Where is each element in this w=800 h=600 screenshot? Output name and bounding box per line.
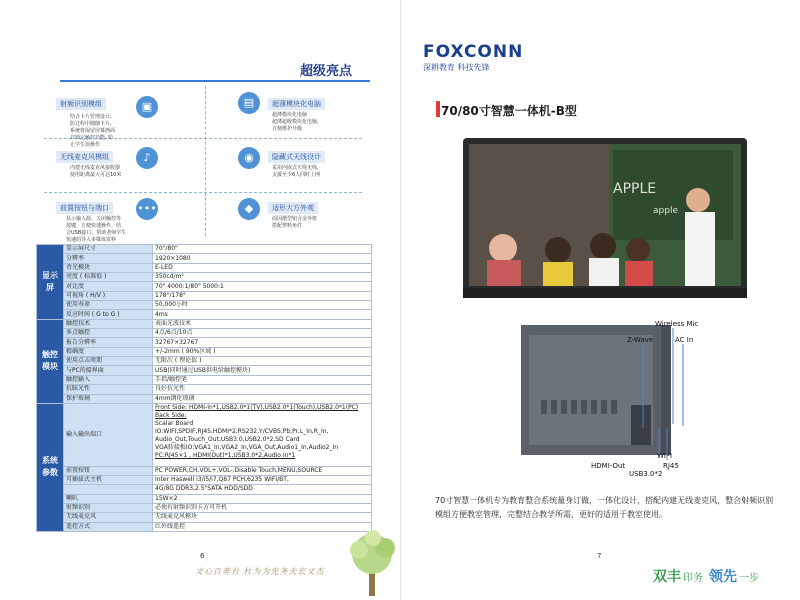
microphone-icon: ♪ [136, 147, 158, 169]
io-ports [153, 403, 372, 466]
feature-divider-vertical [205, 86, 206, 236]
category-display: 显示屏 [37, 245, 64, 320]
right-page [400, 0, 800, 600]
io-label: 输入输出端口 [64, 403, 153, 466]
feature-desc: 面因激型铝合金外框 搭配塑料角件 [272, 216, 318, 229]
spec-label: 抗眩光性 [64, 385, 153, 394]
io-line: IO:WIFI,SPDIF,RJ45,HDMI*2,RS232,Y/CVBS,Pb,Pr,L_In,R_In, [155, 427, 329, 435]
io-line: Back Side: [155, 411, 187, 419]
spec-value: 无限次 ( 理论值 ) [153, 357, 372, 366]
spec-value: 178°/178° [153, 291, 372, 300]
spec-label: 射频识别 [64, 503, 153, 512]
io-line: VGA转接板IO:VGA1_In,VGA2_In,VGA_Out,Audio1_In,Audio2_In [155, 443, 339, 451]
brand-logo: FOXCONN [423, 42, 524, 62]
spec-label: 亮度 ( 标准值 ) [64, 273, 153, 282]
spec-value: E-LED [153, 263, 372, 272]
spec-label: 使用寿命 [64, 301, 153, 310]
feature-desc: 采用内嵌式天线无线, 支援至少6人同时上网 [272, 165, 321, 178]
spec-label: 遥控方式 [64, 522, 153, 531]
svg-text:APPLE: APPLE [613, 181, 657, 197]
page-number-left: 6 [200, 552, 205, 560]
spec-value: 4ms [153, 310, 372, 319]
spec-value: USB(同时通过USB供电给触控模块) [153, 366, 372, 375]
spec-value: Inter Haswell i3/i5/i7,Q87 PCH,6235 WIFI/BT, [153, 475, 372, 484]
spec-value: 4G/8G DDR3,2.5"SATA HDD/SDD [153, 485, 372, 494]
spec-label: 反应时间 ( G to G ) [64, 310, 153, 319]
spec-value: 1920×1080 [153, 254, 372, 263]
spec-label [64, 485, 153, 494]
io-line: Front Side: HDMI-In*1,USB2.0*1(TV),USB2.0*1(Touch),USB2.0*1(PC) [155, 403, 359, 411]
spec-label: 报告分辨率 [64, 338, 153, 347]
id-card-icon: ▣ [136, 96, 158, 118]
title-underline [60, 80, 370, 82]
feature-desc: 结合卡片管理设计, 防过程中随随卡片, 系统将保留屏幕画面 并锁定触控功能, 防 止学生误操作 [70, 114, 116, 148]
spec-label: 背光模块 [64, 263, 153, 272]
callout-ac-in: AC In [675, 336, 694, 344]
feature-title: 射频识别模组 [56, 98, 106, 110]
feature-modular-pc [210, 90, 370, 144]
spec-value: 32767×32767 [153, 338, 372, 347]
spec-value: 70"/80" [153, 245, 372, 254]
svg-text:apple: apple [653, 206, 678, 216]
feature-rfid [40, 90, 200, 148]
io-line: Scalar Board [155, 419, 194, 427]
category-system: 系统参数 [37, 403, 64, 531]
spec-value: 良好抗光性 [153, 385, 372, 394]
spec-value: 手指/触控笔 [153, 375, 372, 384]
spec-value: 无线麦克风模块 [153, 513, 372, 522]
spec-label: 对比度 [64, 282, 153, 291]
spec-value: PC POWER,CH,VOL+,VOL-,Disable Touch,MENU,SOURCE [153, 466, 372, 475]
spec-label: 喇叭 [64, 494, 153, 503]
feature-appearance [210, 196, 370, 250]
feature-hidden-antenna [210, 145, 370, 199]
antenna-icon: ◉ [238, 147, 260, 169]
spec-label: 前置按钮 [64, 466, 153, 475]
title-accent-bar [436, 101, 440, 117]
highlights-title: 超级亮点 [300, 64, 353, 79]
spec-label: 显示屏尺寸 [64, 245, 153, 254]
spec-label: 触控输入 [64, 375, 153, 384]
feature-title: 无线麦克风模组 [56, 151, 113, 163]
spec-value: 350cd/m² [153, 273, 372, 282]
feature-title: 隐藏式天线设计 [268, 151, 325, 163]
dots-icon: ••• [136, 198, 158, 220]
spec-value: 表面光波技术 [153, 319, 372, 328]
callout-usb3: USB3.0*2 [629, 470, 663, 478]
spec-label: 保护玻璃 [64, 394, 153, 403]
callout-wireless-mic: Wireless Mic [655, 320, 699, 328]
brand-slogan: 深耕教育 科技先锋 [423, 63, 490, 72]
spec-table [36, 244, 372, 532]
watermark-main: 双丰 [653, 569, 681, 585]
callout-z-wave: Z-Wave [627, 336, 654, 344]
feature-desc: 内建无线麦克风接收器 使用距离最大可达10米 [70, 165, 122, 178]
product-title: 70/80寸智慧一体机-B型 [441, 104, 577, 118]
io-line: PC:RJ45×1 , HDMI(Out)*1,USB3.0*2,Audio In*1 [155, 451, 296, 459]
spec-label: 触控技术 [64, 319, 153, 328]
watermark-sub: 印务 [683, 573, 703, 584]
spec-label: 无线麦克风 [64, 513, 153, 522]
spec-label: 精确度 [64, 347, 153, 356]
laptop-icon: ▤ [238, 92, 260, 114]
spec-label: 可插拔式主机 [64, 475, 153, 484]
spec-value: 红外线遥控 [153, 522, 372, 531]
spec-label: 多点触控 [64, 329, 153, 338]
print-watermark [653, 566, 759, 586]
page-number-right: 7 [597, 552, 602, 560]
spec-label: 可视角 ( H/V ) [64, 291, 153, 300]
spec-value: 50,000小时 [153, 301, 372, 310]
spec-label: 与PC的接界面 [64, 366, 153, 375]
calligraphy-text: 文心百奔台 杜为为先务夫宏文杰 [195, 567, 325, 576]
feature-front-buttons [40, 196, 200, 250]
watermark-tail: 一步 [739, 573, 759, 584]
spec-value: 必须有射频识别卡方可开机 [153, 503, 372, 512]
callout-wifi: WIFI [657, 452, 673, 460]
spec-value: 70" 4000:1/80" 5000:1 [153, 282, 372, 291]
spec-label: 使用点击周期 [64, 357, 153, 366]
feature-title: 超薄模块化电脑 [268, 98, 325, 110]
callout-lines [637, 328, 697, 468]
spec-value: 15W×2 [153, 494, 372, 503]
feature-desc: 显示输入源、关闭触控等 按键、方便快速操作、结 合USB接口、帮助老师学生 快速的导入多媒体资料 [66, 216, 127, 243]
feature-title: 适形大方外观 [268, 202, 318, 214]
spec-value: 4点/6点/10点 [153, 329, 372, 338]
category-touch: 触控模块 [37, 319, 64, 403]
spec-label: 分辨率 [64, 254, 153, 263]
spec-value: 4mm钢化玻璃 [153, 394, 372, 403]
callout-rj45: RJ45 [663, 462, 679, 470]
product-description: 70寸智慧一体机专为教育整合系统量身订做，一体化设计，搭配内建无线麦克风，整合射频识别模组方便教室管理，完整结合教学所需，更好的适用于教室使用。 [435, 496, 774, 519]
feature-title: 前置按钮与端口 [56, 202, 113, 214]
feature-wireless-mic [40, 145, 200, 199]
callout-hdmi-out: HDMI-Out [591, 462, 626, 470]
feature-desc: 超薄模块化电脑 超薄超级模块化电脑, 方便维护升级 [272, 112, 319, 132]
shape-icon: ◆ [238, 198, 260, 220]
watermark-lead: 领先 [709, 569, 737, 585]
tree-illustration [345, 528, 400, 600]
display-photo [463, 138, 747, 298]
spec-value: +/-2mm ( 90%区域 ) [153, 347, 372, 356]
io-line: Audio_Out,Touch_Out,USB3.0,USB2.0*2,SD Card [155, 435, 300, 443]
